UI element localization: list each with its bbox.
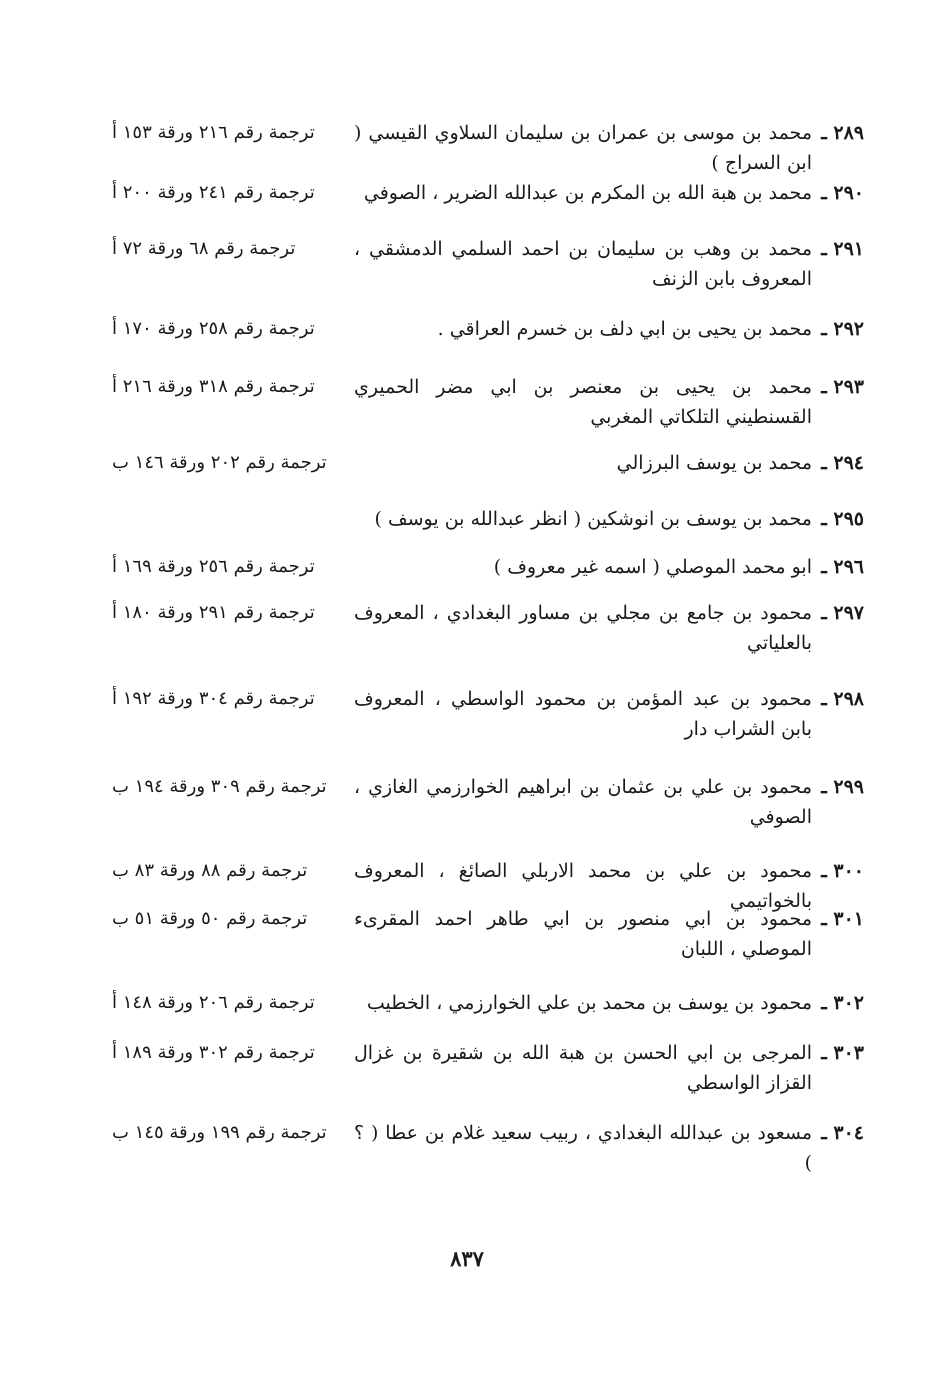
entry-number: ٢٩٢ ـ bbox=[821, 318, 864, 340]
index-entries bbox=[112, 118, 864, 1182]
index-entry bbox=[112, 234, 864, 314]
entry-number: ٢٩٥ ـ bbox=[821, 508, 864, 530]
entry-name: محمود بن علي بن عثمان بن ابراهيم الخوارزمي الغازي ، الصوفي bbox=[354, 776, 812, 828]
entry-reference: ترجمة رقم ٣١٨ ورقة ٢١٦ أ bbox=[112, 376, 315, 397]
entry-name: محمد بن يحيى بن معنصر بن ابي مضر الحميري القسنطيني التلكاتي المغربي bbox=[354, 376, 812, 428]
entry-number: ٢٩٤ ـ bbox=[821, 452, 864, 474]
entry-name: محمد بن يوسف بن انوشكين ( انظر عبدالله بن يوسف ) bbox=[374, 508, 812, 530]
index-entry bbox=[112, 314, 864, 372]
index-entry bbox=[112, 118, 864, 178]
entry-reference: ترجمة رقم ٣٠٩ ورقة ١٩٤ ب bbox=[112, 776, 327, 797]
index-entry bbox=[112, 504, 864, 552]
entry-name: محمود بن علي بن محمد الاربلي الصائغ ، المعروف بالخواتيمي bbox=[354, 860, 812, 912]
entry-reference: ترجمة رقم ٣٠٢ ورقة ١٨٩ أ bbox=[112, 1042, 315, 1063]
entry-name: محمد بن يحيى بن ابي دلف بن خسرم العراقي . bbox=[437, 318, 812, 340]
entry-name: محمد بن وهب بن سليمان بن احمد السلمي الدمشقي ، المعروف بابن الزنف bbox=[354, 238, 812, 290]
index-entry bbox=[112, 598, 864, 684]
entry-name: محمود بن جامع بن مجلي بن مساور البغدادي ، المعروف بالعلياتي bbox=[354, 602, 812, 654]
entry-number: ٣٠٤ ـ bbox=[821, 1122, 864, 1144]
index-entry bbox=[112, 372, 864, 448]
entry-name: محمود بن يوسف بن محمد بن علي الخوارزمي ، الخطيب bbox=[366, 992, 812, 1014]
entry-reference: ترجمة رقم ٢٥٨ ورقة ١٧٠ أ bbox=[112, 318, 315, 339]
index-entry bbox=[112, 1118, 864, 1182]
entry-reference: ترجمة رقم ٢٩١ ورقة ١٨٠ أ bbox=[112, 602, 315, 623]
page-number: ٨٣٧ bbox=[450, 1246, 484, 1271]
entry-reference: ترجمة رقم ٨٨ ورقة ٨٣ ب bbox=[112, 860, 308, 881]
entry-name: مسعود بن عبدالله البغدادي ، ربيب سعيد غلام بن عطا ( ؟ ) bbox=[354, 1122, 812, 1174]
entry-number: ٢٩١ ـ bbox=[821, 238, 864, 260]
entry-number: ٢٩٩ ـ bbox=[821, 776, 864, 798]
index-entry bbox=[112, 988, 864, 1038]
entry-number: ٣٠٢ ـ bbox=[821, 992, 864, 1014]
entry-reference: ترجمة رقم ٢١٦ ورقة ١٥٣ أ bbox=[112, 122, 315, 143]
index-entry bbox=[112, 856, 864, 912]
entry-reference: ترجمة رقم ٥٠ ورقة ٥١ ب bbox=[112, 908, 308, 929]
entry-number: ٢٨٩ ـ bbox=[821, 122, 864, 144]
index-entry bbox=[112, 178, 864, 234]
entry-reference: ترجمة رقم ٢٠٢ ورقة ١٤٦ ب bbox=[112, 452, 327, 473]
entry-reference: ترجمة رقم ٣٠٤ ورقة ١٩٢ أ bbox=[112, 688, 315, 709]
entry-name: محمد بن موسى بن عمران بن سليمان السلاوي القيسي ( ابن السراج ) bbox=[354, 122, 812, 174]
entry-name: المرجى بن ابي الحسن بن هبة الله بن شقيرة بن غزال القزاز الواسطي bbox=[354, 1042, 812, 1094]
entry-name: محمد بن يوسف البرزالي bbox=[616, 452, 812, 474]
entry-name: محمد بن هبة الله بن المكرم بن عبدالله الضرير ، الصوفي bbox=[363, 182, 812, 204]
index-entry bbox=[112, 448, 864, 504]
entry-number: ٣٠٣ ـ bbox=[821, 1042, 864, 1064]
index-entry bbox=[112, 904, 864, 988]
entry-reference: ترجمة رقم ٢٠٦ ورقة ١٤٨ أ bbox=[112, 992, 315, 1013]
entry-reference: ترجمة رقم ٢٤١ ورقة ٢٠٠ أ bbox=[112, 182, 315, 203]
entry-number: ٢٩٨ ـ bbox=[821, 688, 864, 710]
entry-name: ابو محمد الموصلي ( اسمه غير معروف ) bbox=[493, 556, 812, 578]
entry-number: ٣٠٠ ـ bbox=[821, 860, 864, 882]
entry-number: ٢٩٣ ـ bbox=[821, 376, 864, 398]
index-entry bbox=[112, 772, 864, 856]
entry-name: محمود بن عبد المؤمن بن محمود الواسطي ، المعروف بابن الشراب دار bbox=[354, 688, 812, 740]
entry-reference: ترجمة رقم ٢٥٦ ورقة ١٦٩ أ bbox=[112, 556, 315, 577]
entry-number: ٢٩٧ ـ bbox=[821, 602, 864, 624]
entry-number: ٣٠١ ـ bbox=[821, 908, 864, 930]
entry-reference: ترجمة رقم ٦٨ ورقة ٧٢ أ bbox=[112, 238, 296, 259]
entry-reference: ترجمة رقم ١٩٩ ورقة ١٤٥ ب bbox=[112, 1122, 327, 1143]
entry-name: محمود بن ابي منصور بن ابي طاهر احمد المقرىء الموصلي ، اللبان bbox=[354, 908, 812, 960]
index-entry bbox=[112, 552, 864, 598]
index-entry bbox=[112, 684, 864, 772]
entry-number: ٢٩٦ ـ bbox=[821, 556, 864, 578]
entry-number: ٢٩٠ ـ bbox=[821, 182, 864, 204]
index-entry bbox=[112, 1038, 864, 1118]
